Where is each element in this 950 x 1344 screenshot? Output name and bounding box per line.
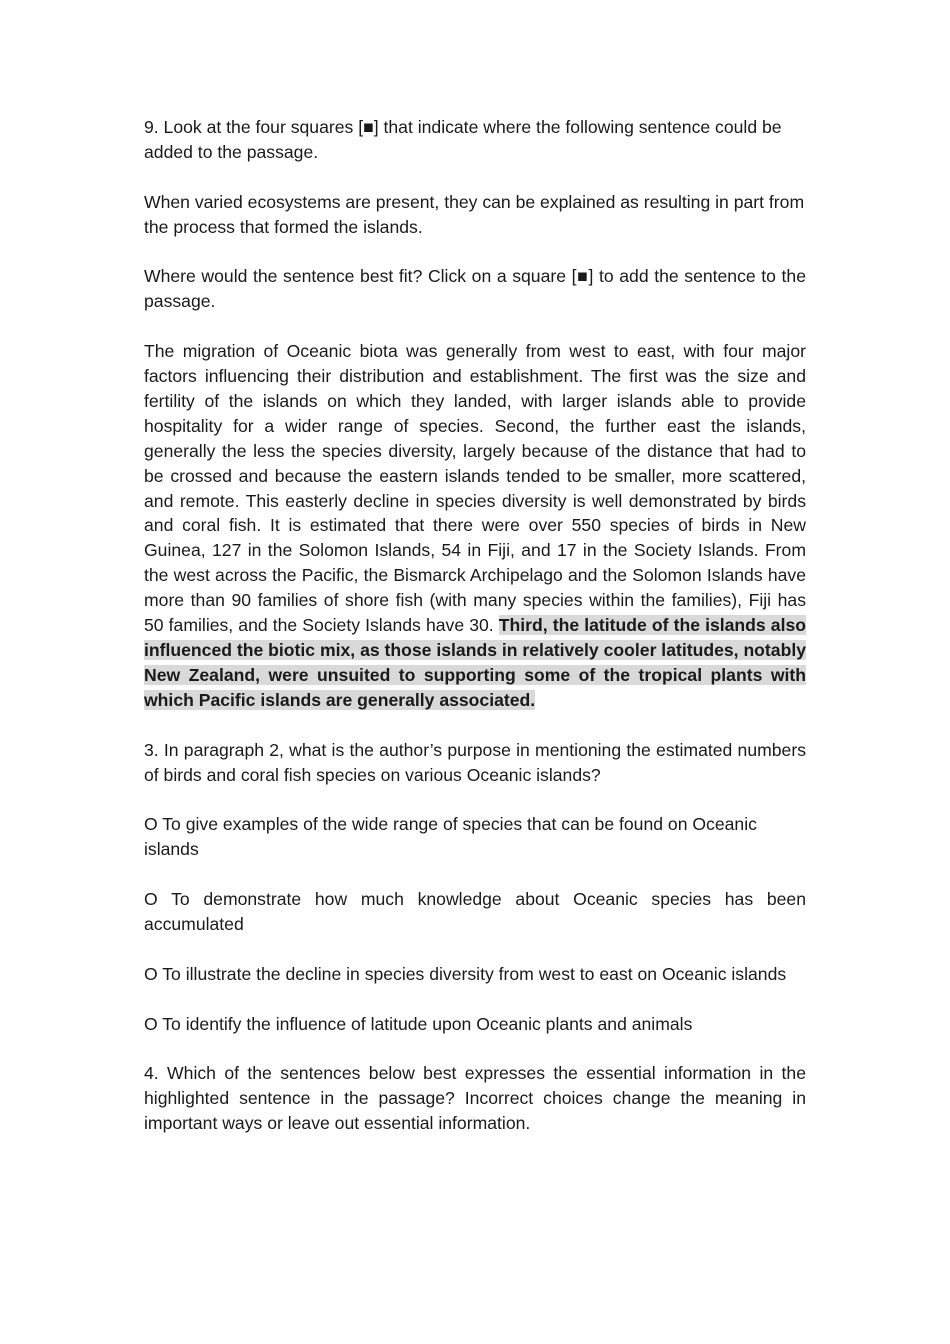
highlighted-sentence: Third, the latitude of the islands also influenced the biotic mix, as those islands in relatively cooler latitudes, notably New Zealand, were unsuited to supporting some of the tropical plants with which Pacific islands are generally associated. [144, 615, 807, 710]
answer-option-3[interactable]: O To illustrate the decline in species diversity from west to east on Oceanic islands [144, 963, 787, 984]
question-4-prompt: 4. Which of the sentences below best expresses the essential information in the highlighted sentence in the passage? Incorrect choices change the meaning in important ways or leave out essential information. [144, 1063, 806, 1134]
question-9-prompt: 9. Look at the four squares [■] that indicate where the following sentence could be added to the passage. [144, 117, 782, 162]
question-9-instruction: Where would the sentence best fit? Click on a square [■] to add the sentence to the passage. [144, 266, 806, 312]
answer-option-4[interactable]: O To identify the influence of latitude upon Oceanic plants and animals [144, 1013, 693, 1034]
answer-option-1[interactable]: O To give examples of the wide range of species that can be found on Oceanic islands [144, 814, 757, 860]
passage-text: The migration of Oceanic biota was generally from west to east, with four major factors influencing their distribution and establishment. The first was the size and fertility of the islands on which they landed, with larger islands able to provide hospitality for a wider range of species. Second, the further east the islands, generally the less the species diversity, largely because of the distance that had to be crossed and because the eastern islands tended to be smaller, more scattered, and remote. This easterly decline in species diversity is well demonstrated by birds and coral fish. It is estimated that there were over 550 species of birds in New Guinea, 127 in the Solomon Islands, 54 in Fiji, and 17 in the Society Islands. From the west across the Pacific, the Bismarck Archipelago and the Solomon Islands have more than 90 families of shore fish (with many species within the families), Fiji has 50 families, and the Society Islands have 30. [144, 341, 806, 636]
answer-option-2[interactable]: O To demonstrate how much knowledge about Oceanic species has been accumulated [144, 889, 806, 934]
passage-paragraph [144, 339, 806, 713]
insert-sentence: When varied ecosystems are present, they can be explained as resulting in part from the process that formed the islands. [144, 191, 805, 237]
document-page [144, 115, 806, 1161]
question-3-prompt: 3. In paragraph 2, what is the author’s purpose in mentioning the estimated numbers of birds and coral fish species on various Oceanic islands? [144, 739, 806, 785]
